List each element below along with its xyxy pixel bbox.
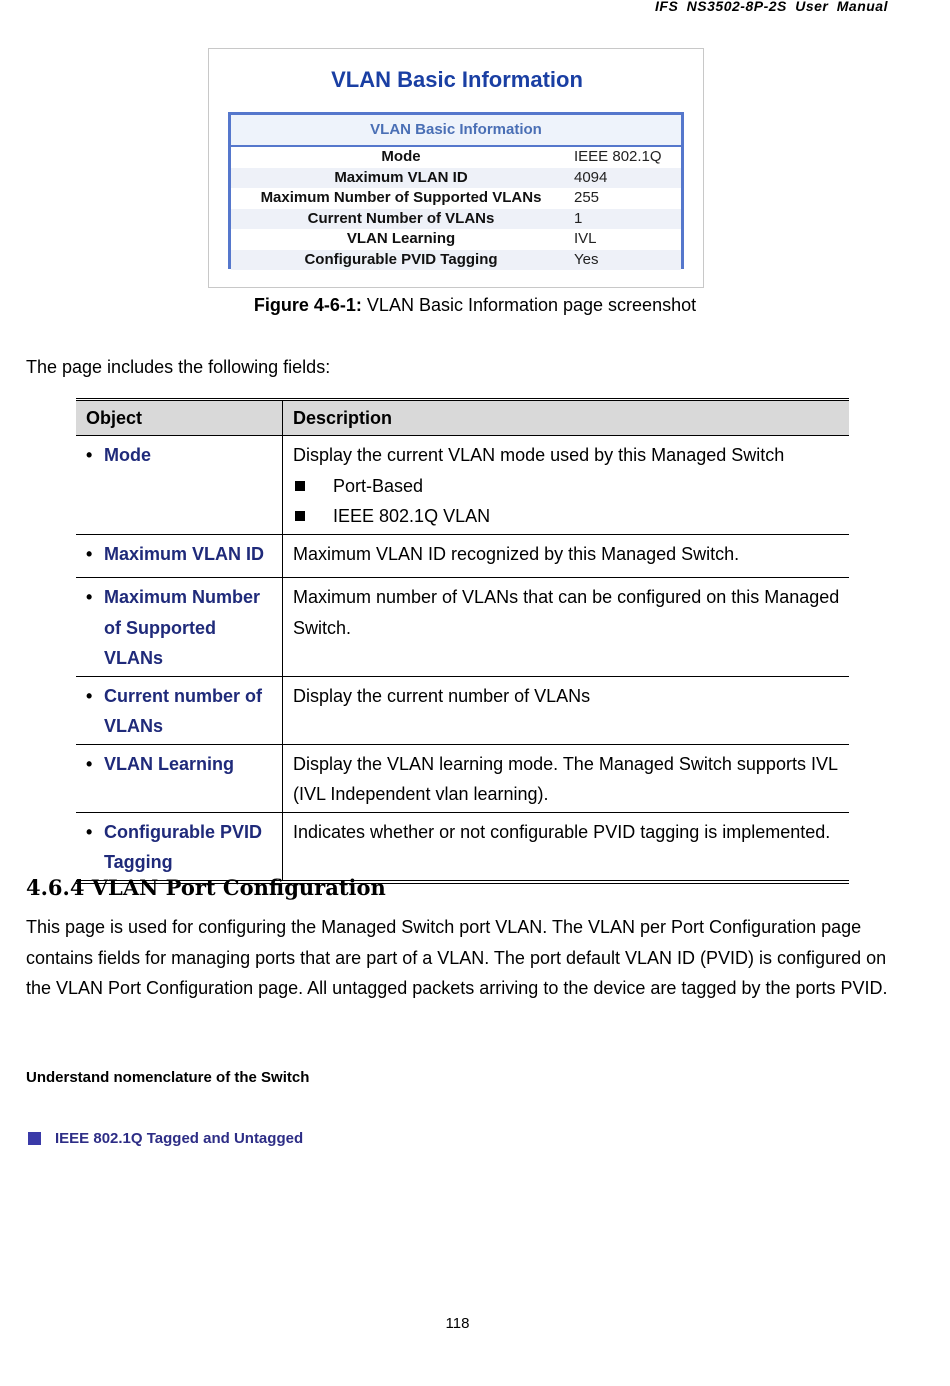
subheading: Understand nomenclature of the Switch [26,1069,310,1086]
row-key: Maximum Number of Supported VLANs [260,189,542,206]
vlan-info-table-header: VLAN Basic Information [231,115,681,147]
object-name: Current number of VLANs [104,685,263,736]
vlan-info-row [231,250,681,271]
row-key: Current Number of VLANs [307,209,495,227]
table-row [76,534,849,578]
row-value: 1 [574,209,583,227]
square-bullet-icon [295,511,305,521]
page-number: 118 [445,1315,470,1332]
object-name: Maximum VLAN ID [104,543,265,564]
row-value: 255 [574,189,600,206]
table-row [76,676,849,744]
object-description: Indicates whether or not configurable PVID tagging is implemented. [293,821,831,842]
page-header: IFS NS3502-8P-2S User Manual [655,0,888,14]
row-value: Yes [574,250,599,268]
bullet-icon: • [86,543,93,564]
caption-text: VLAN Basic Information page screenshot [361,295,697,315]
object-description: Display the current VLAN mode used by this Managed Switch [293,445,785,465]
column-header-description: Description [283,401,850,436]
table-row [76,812,849,880]
object-description: Display the VLAN learning mode. The Managed Switch supports IVL (IVL Independent vlan learning). [293,753,838,804]
bullet-icon: • [86,587,93,607]
vlan-info-row [231,188,681,209]
mode-option: Port-Based [333,475,424,496]
table-header-row [76,401,849,436]
object-name: Maximum Number of Supported VLANs [104,587,261,668]
object-description: Maximum VLAN ID recognized by this Managed Switch. [293,543,740,564]
row-value: IVL [574,230,597,247]
field-description-table [76,398,849,884]
bullet-heading [28,1130,303,1147]
square-bullet-icon [295,481,305,491]
figure-screenshot [208,48,704,288]
bullet-icon: • [86,685,93,706]
object-description: Maximum number of VLANs that can be configured on this Managed Switch. [293,587,840,638]
row-value: IEEE 802.1Q [574,148,662,165]
vlan-info-row [231,229,681,250]
vlan-info-table [228,112,684,269]
row-key: Maximum VLAN ID [334,168,468,186]
figure-title: VLAN Basic Information [331,67,583,92]
row-key: Mode [381,148,421,165]
row-key: Configurable PVID Tagging [304,250,498,268]
bullet-icon: • [86,445,93,465]
square-bullet-icon [28,1132,41,1145]
object-name: Configurable PVID Tagging [104,821,263,872]
vlan-info-row [231,168,681,189]
table-row [76,578,849,677]
vlan-info-row [231,209,681,230]
row-value: 4094 [574,168,608,186]
mode-option: IEEE 802.1Q VLAN [333,506,491,526]
object-name: Mode [104,445,151,465]
row-key: VLAN Learning [346,230,456,247]
caption-label: Figure 4-6-1: [253,295,362,315]
bullet-icon: • [86,821,93,842]
section-title: 4.6.4 VLAN Port Configuration [26,875,386,900]
intro-text: The page includes the following fields: [26,357,331,377]
object-description: Display the current number of VLANs [293,685,591,706]
table-row [76,436,849,535]
bullet-heading-text: IEEE 802.1Q Tagged and Untagged [55,1130,304,1147]
figure-caption [0,295,950,316]
object-name: VLAN Learning [104,753,235,774]
column-header-object: Object [76,401,283,436]
section-paragraph: This page is used for configuring the Managed Switch port VLAN. The VLAN per Port Configuration page contains fields for managing ports that are part of a VLAN. The port default VLAN ID (PVID) is configured on the VLAN Port Configuration page. All untagged packets arriving to the device are tagged by the ports PVID. [26,917,888,998]
table-row [76,744,849,812]
bullet-icon: • [86,753,93,774]
vlan-info-row [231,147,681,168]
